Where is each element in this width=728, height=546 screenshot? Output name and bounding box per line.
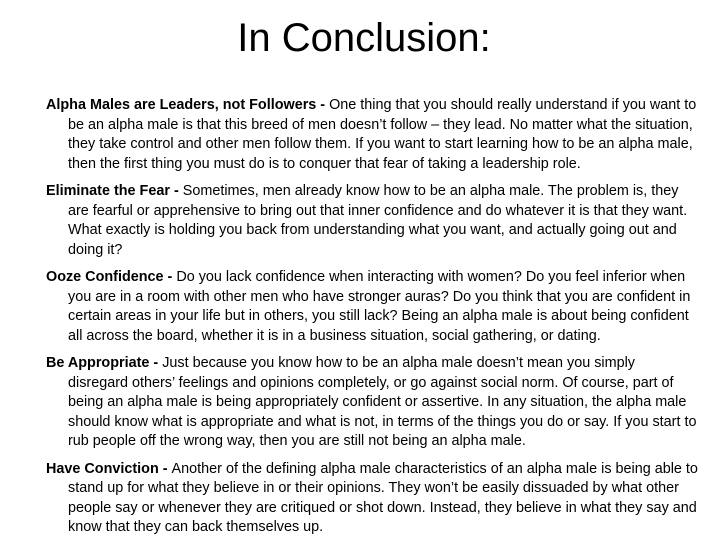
point-heading: Have Conviction -: [46, 460, 172, 477]
point-heading: Alpha Males are Leaders, not Followers -: [46, 97, 330, 113]
point-text: Another of the defining alpha male characteristics of an alpha male is being able to stand up for what they believe in or their opinions. They won’t be easily dissuaded by what other people say or whenever they are critiqued or shot down. Instead, they believe in what they say and know that they can back themselves up.: [68, 460, 698, 535]
slide-title: In Conclusion:: [237, 16, 491, 60]
list-item-conviction: [46, 460, 698, 538]
point-text: One thing that you should really understand if you want to be an alpha male is that this breed of men doesn’t follow – they lead. No matter what the situation, they take control and other men follow them. If you want to start learning how to be an alpha male, then the first thing you must do is to conquer that fear of taking a leadership role.: [68, 97, 697, 172]
point-heading: Ooze Confidence -: [46, 269, 177, 285]
list-item-fear: [46, 182, 698, 260]
list-item-appropriate: [46, 354, 698, 452]
list-item-leaders: [46, 96, 698, 174]
point-text: Sometimes, men already know how to be an alpha male. The problem is, they are fearful or apprehensive to bring out that inner confidence and do whatever it is that they want. What exactly is holding you back from understanding what you want, and actually going out and doing it?: [68, 183, 688, 258]
point-text: Do you lack confidence when interacting with women? Do you feel inferior when you are in a room with other men who have stronger auras? Do you think that you are confident in certain areas in your life but in others, you still lack? Being an alpha male is about being confident all across the board, whether it is in a business situation, social gathering, or dating.: [68, 269, 691, 344]
point-heading: Eliminate the Fear -: [46, 183, 183, 199]
point-text: Just because you know how to be an alpha male doesn’t mean you simply disregard others’ feelings and opinions completely, or go against social norm. Of course, part of being an alpha male is being appropriately confident or assertive. In any situation, the alpha male should know what is appropriate and what is not, in terms of the things you do or say. If you start to rub people off the wrong way, then you are still not being an alpha male.: [68, 355, 697, 449]
point-heading: Be Appropriate -: [46, 355, 163, 371]
conclusion-list: [46, 96, 698, 546]
list-item-confidence: [46, 268, 698, 346]
